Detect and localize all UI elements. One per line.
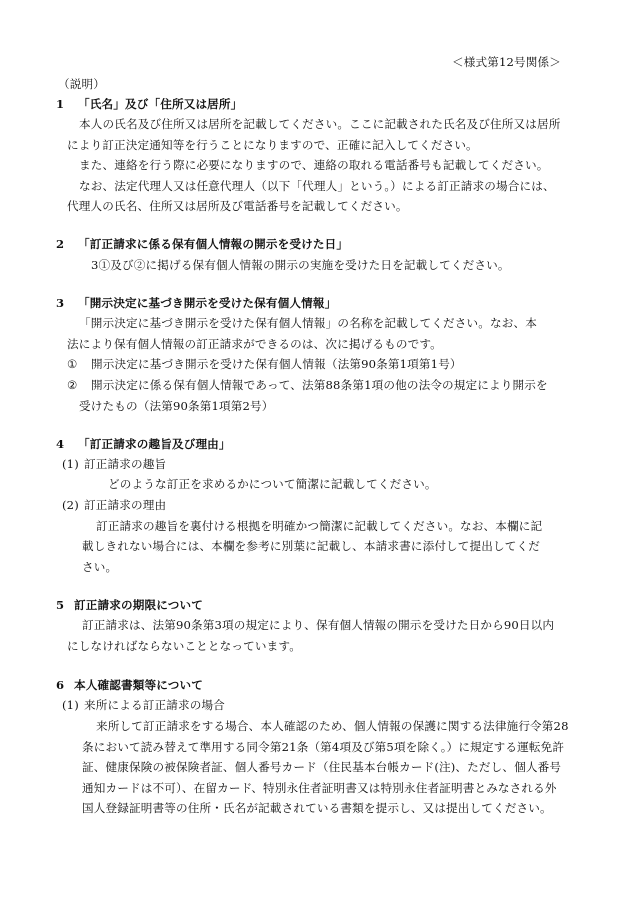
body-line: 通知カードは不可）、在留カード、特別永住者証明書又は特別永住者証明書とみなされる外 [82,781,557,795]
body-line: により訂正決定通知等を行うことになりますので、正確に記入してください。 [67,138,478,152]
section-number: 4 [56,437,65,451]
body-line: 法により保有個人情報の訂正請求ができるのは、次に掲げるものです。 [67,337,442,351]
section-number: 6 [56,678,65,692]
body-line: にしなければならないこととなっています。 [67,639,301,653]
section-number: 3 [56,296,65,310]
section-heading: 「氏名」及び「住所又は居所」 [78,97,243,111]
list-item-line: 受けたもの（法第90条第1項第2号） [79,399,274,413]
body-line: 「開示決定に基づき開示を受けた保有個人情報」の名称を記載してください。なお、本 [79,316,538,330]
body-line: 国人登録証明書等の住所・氏名が記載されている書類を提示し、又は提出してください。 [82,801,552,815]
body-line: 代理人の氏名、住所又は居所及び電話番号を記載してください。 [67,199,408,213]
body-line: さい。 [82,560,118,574]
section-number: 2 [56,237,65,251]
explanation-label: （説明） [58,77,105,91]
body-line: なお、法定代理人又は任意代理人（以下「代理人」という。）による訂正請求の場合には、 [79,179,555,193]
body-line: 条において読み替えて準用する同令第21条（第4項及び第5項を除く。）に規定する運転免許 [82,740,565,754]
section-number: 1 [56,97,65,111]
list-item-line: 開示決定に係る保有個人情報であって、法第88条第1項の他の法令の規定により開示を [91,378,548,392]
subsection-title: 訂正請求の趣旨 [84,457,167,471]
subsection-marker: (2) [62,498,79,512]
section-heading: 「開示決定に基づき開示を受けた保有個人情報」 [78,296,337,310]
subsection-title: 訂正請求の理由 [84,498,167,512]
section-heading: 訂正請求の期限について [74,598,203,612]
subsection-title: 来所による訂正請求の場合 [84,698,225,712]
list-marker: ② [67,378,78,392]
list-item-line: 開示決定に基づき開示を受けた保有個人情報（法第90条第1項第1号） [91,357,462,371]
body-line: 本人の氏名及び住所又は居所を記載してください。ここに記載された氏名及び住所又は居所 [79,117,561,131]
body-line: どのような訂正を求めるかについて簡潔に記載してください。 [108,477,437,491]
body-line: また、連絡を行う際に必要になりますので、連絡の取れる電話番号も記載してください。 [79,158,549,172]
body-line: 来所して訂正請求をする場合、本人確認のため、個人情報の保護に関する法律施行令第28 [96,719,569,733]
body-line: 証、健康保険の被保険者証、個人番号カード（住民基本台帳カード(注)、ただし、個人番号 [82,760,562,774]
section-heading: 「訂正請求に係る保有個人情報の開示を受けた日」 [78,237,349,251]
body-line: 訂正請求の趣旨を裏付ける根拠を明確かつ簡潔に記載してください。なお、本欄に記 [96,519,543,533]
section-heading: 「訂正請求の趣旨及び理由」 [78,437,231,451]
body-line: 訂正請求は、法第90条第3項の規定により、保有個人情報の開示を受けた日から90日以内 [82,618,555,632]
subsection-marker: (1) [62,698,79,712]
section-number: 5 [56,598,65,612]
subsection-marker: (1) [62,457,79,471]
form-reference: ＜様式第12号関係＞ [452,55,562,69]
body-line: 載しきれない場合には、本欄を参考に別葉に記載し、本請求書に添付して提出してくだ [82,539,541,553]
body-line: 3①及び②に掲げる保有個人情報の開示の実施を受けた日を記載してください。 [91,258,510,272]
list-marker: ① [67,357,78,371]
section-heading: 本人確認書類等について [74,678,203,692]
